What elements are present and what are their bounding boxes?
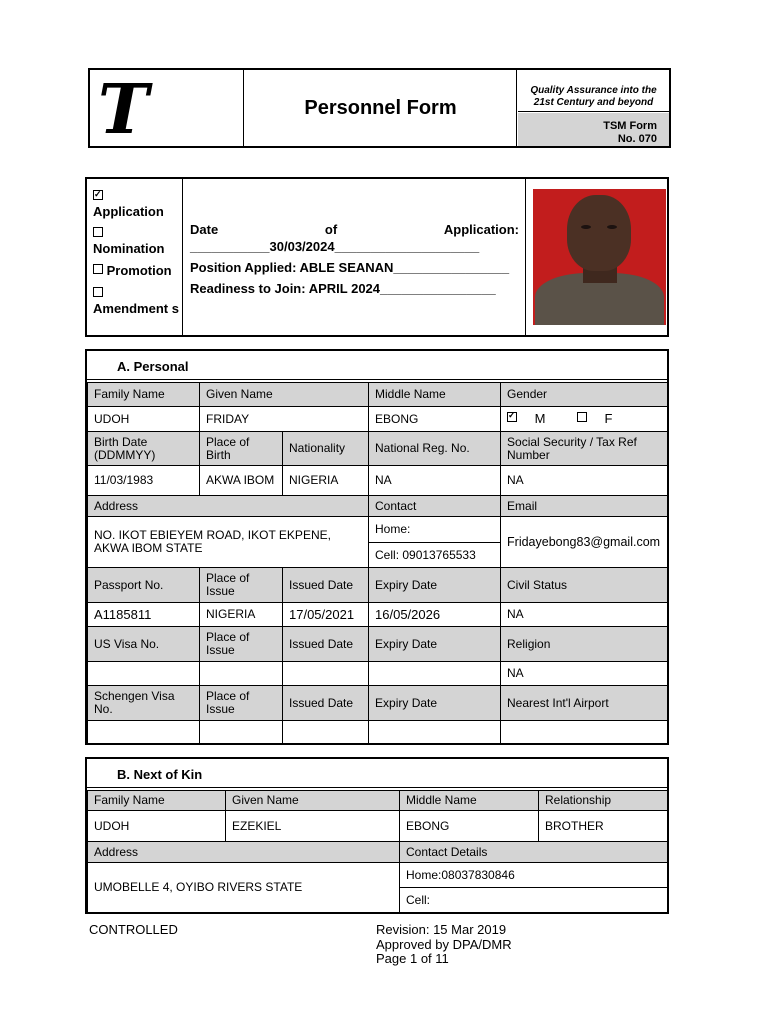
form-number [518, 113, 669, 146]
header-nationality: Nationality [283, 432, 369, 466]
middle-name-value[interactable]: EBONG [369, 407, 501, 432]
us-visa-issued-date-value[interactable] [283, 662, 369, 686]
kin-address-value[interactable]: UMOBELLE 4, OYIBO RIVERS STATE [88, 863, 400, 913]
option-label: Promotion [106, 263, 172, 278]
schengen-issued-date-value[interactable] [283, 721, 369, 745]
header-us-visa-no: US Visa No. [88, 627, 200, 662]
passport-expiry-date-value[interactable]: 16/05/2026 [369, 603, 501, 627]
date-label-word: of [324, 222, 338, 237]
document-status: CONTROLLED [89, 922, 178, 937]
checkbox-icon[interactable] [93, 287, 103, 297]
header-place-of-issue: Place of Issue [200, 686, 283, 721]
header-expiry-date: Expiry Date [369, 686, 501, 721]
date-of-application-value[interactable]: ___________30/03/2024____________________ [190, 239, 480, 254]
form-header [88, 68, 671, 148]
application-section [85, 177, 669, 337]
section-title: A. Personal [87, 351, 667, 380]
birth-date-value[interactable]: 11/03/1983 [88, 466, 200, 496]
checkbox-icon[interactable] [93, 227, 103, 237]
kin-relationship-value[interactable]: BROTHER [539, 811, 668, 842]
kin-contact-cell[interactable]: Cell: [400, 888, 668, 913]
header-schengen-visa-no: Schengen Visa No. [88, 686, 200, 721]
header-religion: Religion [501, 627, 668, 662]
option-label: Application [93, 204, 164, 219]
header-family-name: Family Name [88, 383, 200, 407]
tagline-line-2: 21st Century and beyond [533, 97, 654, 108]
section-title: B. Next of Kin [87, 759, 667, 788]
gender-female[interactable] [577, 411, 627, 426]
header-civil-status: Civil Status [501, 568, 668, 603]
social-security-value[interactable]: NA [501, 466, 668, 496]
national-reg-value[interactable]: NA [369, 466, 501, 496]
header-given-name: Given Name [200, 383, 369, 407]
checkbox-icon[interactable] [577, 412, 587, 422]
given-name-value[interactable]: FRIDAY [200, 407, 369, 432]
passport-no-value[interactable]: A1185811 [88, 603, 200, 627]
company-logo [90, 70, 244, 150]
kin-contact-home[interactable]: Home:08037830846 [400, 863, 668, 888]
us-visa-expiry-date-value[interactable] [369, 662, 501, 686]
header-issued-date: Issued Date [283, 627, 369, 662]
header-expiry-date: Expiry Date [369, 627, 501, 662]
revision-date: Revision: 15 Mar 2019 [376, 922, 507, 937]
option-label: Amendment s [93, 301, 179, 316]
header-address: Address [88, 496, 369, 517]
religion-value[interactable]: NA [501, 662, 668, 686]
header-family-name: Family Name [88, 791, 226, 811]
form-label: TSM Form [603, 120, 657, 132]
tagline [518, 70, 669, 112]
family-name-value[interactable]: UDOH [88, 407, 200, 432]
header-birth-date: Birth Date (DDMMYY) [88, 432, 200, 466]
schengen-expiry-date-value[interactable] [369, 721, 501, 745]
revision-info [376, 923, 512, 967]
gender-options [501, 407, 668, 432]
header-passport-no: Passport No. [88, 568, 200, 603]
section-next-of-kin [85, 757, 669, 914]
header-email: Email [501, 496, 668, 517]
form-no: No. 070 [617, 133, 657, 145]
civil-status-value[interactable]: NA [501, 603, 668, 627]
address-value[interactable]: NO. IKOT EBIEYEM ROAD, IKOT EKPENE, AKWA IBOM STATE [88, 517, 369, 568]
logo-letter: T [98, 70, 149, 150]
header-nearest-airport: Nearest Int'l Airport [501, 686, 668, 721]
kin-given-name-value[interactable]: EZEKIEL [226, 811, 400, 842]
header-place-of-issue: Place of Issue [200, 568, 283, 603]
contact-cell[interactable]: Cell: 09013765533 [369, 543, 501, 568]
approval: Approved by DPA/DMR [376, 936, 512, 952]
checkbox-checked-icon[interactable] [93, 190, 103, 200]
application-type-options [87, 179, 183, 335]
next-of-kin-table [87, 790, 668, 913]
header-issued-date: Issued Date [283, 568, 369, 603]
checkbox-icon[interactable] [93, 264, 103, 274]
place-of-birth-value[interactable]: AKWA IBOM [200, 466, 283, 496]
header-address: Address [88, 842, 400, 863]
checkbox-checked-icon[interactable] [507, 412, 517, 422]
gender-label: F [604, 411, 613, 426]
applicant-photo [533, 189, 666, 325]
us-visa-place-of-issue-value[interactable] [200, 662, 283, 686]
schengen-place-of-issue-value[interactable] [200, 721, 283, 745]
schengen-visa-no-value[interactable] [88, 721, 200, 745]
kin-middle-name-value[interactable]: EBONG [400, 811, 539, 842]
header-social-security: Social Security / Tax Ref Number [501, 432, 668, 466]
header-gender: Gender [501, 383, 668, 407]
header-expiry-date: Expiry Date [369, 568, 501, 603]
date-label-word: Application: [443, 222, 519, 237]
kin-family-name-value[interactable]: UDOH [88, 811, 226, 842]
nationality-value[interactable]: NIGERIA [283, 466, 369, 496]
header-relationship: Relationship [539, 791, 668, 811]
option-amendments[interactable] [93, 286, 181, 316]
gender-male[interactable] [507, 411, 559, 426]
header-place-of-birth: Place of Birth [200, 432, 283, 466]
header-place-of-issue: Place of Issue [200, 627, 283, 662]
email-value[interactable]: Fridayebong83@gmail.com [501, 517, 668, 568]
option-promotion[interactable] [93, 263, 172, 278]
date-label-word: Date [190, 222, 219, 237]
option-nomination[interactable] [93, 226, 165, 256]
header-middle-name: Middle Name [400, 791, 539, 811]
form-title: Personnel Form [245, 70, 517, 146]
application-details [184, 179, 526, 335]
option-application[interactable] [93, 189, 164, 219]
us-visa-no-value[interactable] [88, 662, 200, 686]
contact-home[interactable]: Home: [369, 517, 501, 543]
header-given-name: Given Name [226, 791, 400, 811]
tagline-line-1: Quality Assurance into the [530, 85, 657, 96]
position-applied[interactable]: Position Applied: ABLE SEANAN________________ [190, 260, 510, 275]
header-contact-details: Contact Details [400, 842, 668, 863]
passport-issued-date-value[interactable]: 17/05/2021 [283, 603, 369, 627]
passport-place-of-issue-value[interactable]: NIGERIA [200, 603, 283, 627]
header-national-reg: National Reg. No. [369, 432, 501, 466]
page-number: Page 1 of 11 [376, 951, 449, 966]
header-contact: Contact [369, 496, 501, 517]
readiness-to-join[interactable]: Readiness to Join: APRIL 2024________________ [190, 281, 496, 296]
nearest-airport-value[interactable] [501, 721, 668, 745]
section-personal [85, 349, 669, 745]
header-issued-date: Issued Date [283, 686, 369, 721]
date-of-application-label [190, 221, 519, 238]
personal-table [87, 382, 668, 745]
gender-label: M [534, 411, 546, 426]
header-middle-name: Middle Name [369, 383, 501, 407]
option-label: Nomination [93, 241, 165, 256]
